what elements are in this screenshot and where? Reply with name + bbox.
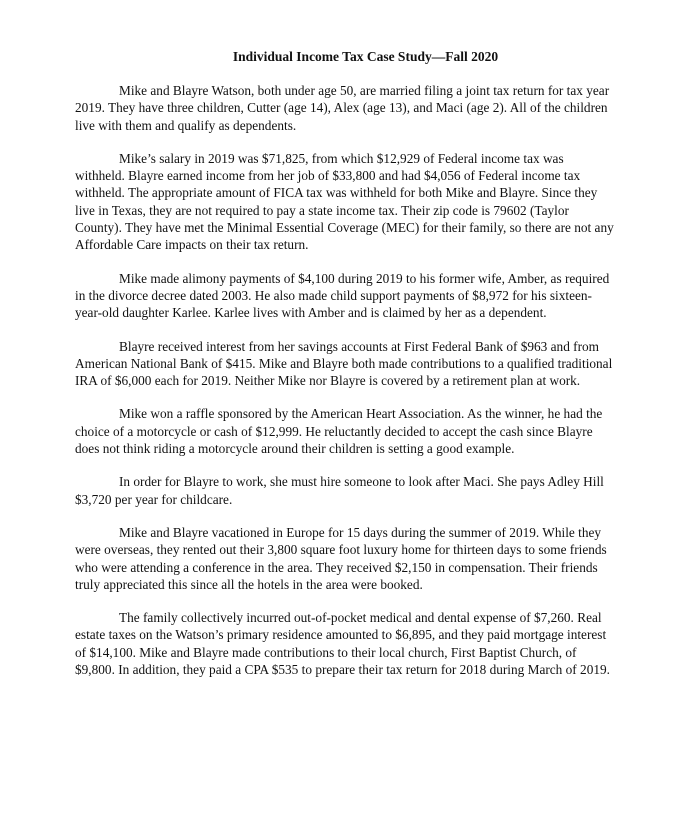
document-page bbox=[75, 48, 616, 694]
paragraph-childcare: In order for Blayre to work, she must hire someone to look after Maci. She pays Adley Hill $3,720 per year for childcare. bbox=[75, 474, 604, 507]
paragraph-alimony: Mike made alimony payments of $4,100 during 2019 to his former wife, Amber, as required in the divorce decree dated 2003. He also made child support payments of $8,972 for his sixteen-year-old daughter Karlee. Karlee lives with Amber and is claimed by her as a dependent. bbox=[75, 270, 610, 321]
paragraph-raffle: Mike won a raffle sponsored by the American Heart Association. As the winner, he had the choice of a motorcycle or cash of $12,999. He reluctantly decided to accept the cash since Blayre does not think riding a motorcycle around their children is setting a good example. bbox=[75, 406, 603, 457]
paragraph-interest: Blayre received interest from her savings accounts at First Federal Bank of $963 and from American National Bank of $415. Mike and Blayre both made contributions to a qualified traditional IRA of $6,000 each for 2019. Neither Mike nor Blayre is covered by a retirement plan at work. bbox=[75, 338, 613, 389]
paragraph-family: Mike and Blayre Watson, both under age 50, are married filing a joint tax return for tax year 2019. They have three children, Cutter (age 14), Alex (age 13), and Maci (age 2). All of the children live with them and qualify as dependents. bbox=[75, 83, 610, 133]
paragraph-rental: Mike and Blayre vacationed in Europe for 15 days during the summer of 2019. While they were overseas, they rented out their 3,800 square foot luxury home for thirteen days to some friends who were attending a conference in the area. They received $2,150 in compensation. Their friends truly appreciated this since all the hotels in the area were booked. bbox=[75, 524, 607, 592]
document-title: Individual Income Tax Case Study—Fall 2020 bbox=[232, 49, 499, 64]
paragraph-expenses: The family collectively incurred out-of-pocket medical and dental expense of $7,260. Real estate taxes on the Watson’s primary residence amounted to $6,895, and they paid mortgage interest of $14,100. Mike and Blayre made contributions to their local church, First Baptist Church, of $9,800. In addition, they paid a CPA $535 to prepare their tax return for 2018 during March of 2019. bbox=[75, 610, 610, 678]
paragraph-salary: Mike’s salary in 2019 was $71,825, from which $12,929 of Federal income tax was withheld. Blayre earned income from her job of $33,800 and had $4,056 of Federal income tax withheld. The appropriate amount of FICA tax was withheld for both Mike and Blayre. Since they live in Texas, they are not required to pay a state income tax. Their zip code is 79602 (Taylor County). They have met the Minimal Essential Coverage (MEC) for their family, so there are not any Affordable Care impacts on their tax return. bbox=[75, 150, 614, 253]
